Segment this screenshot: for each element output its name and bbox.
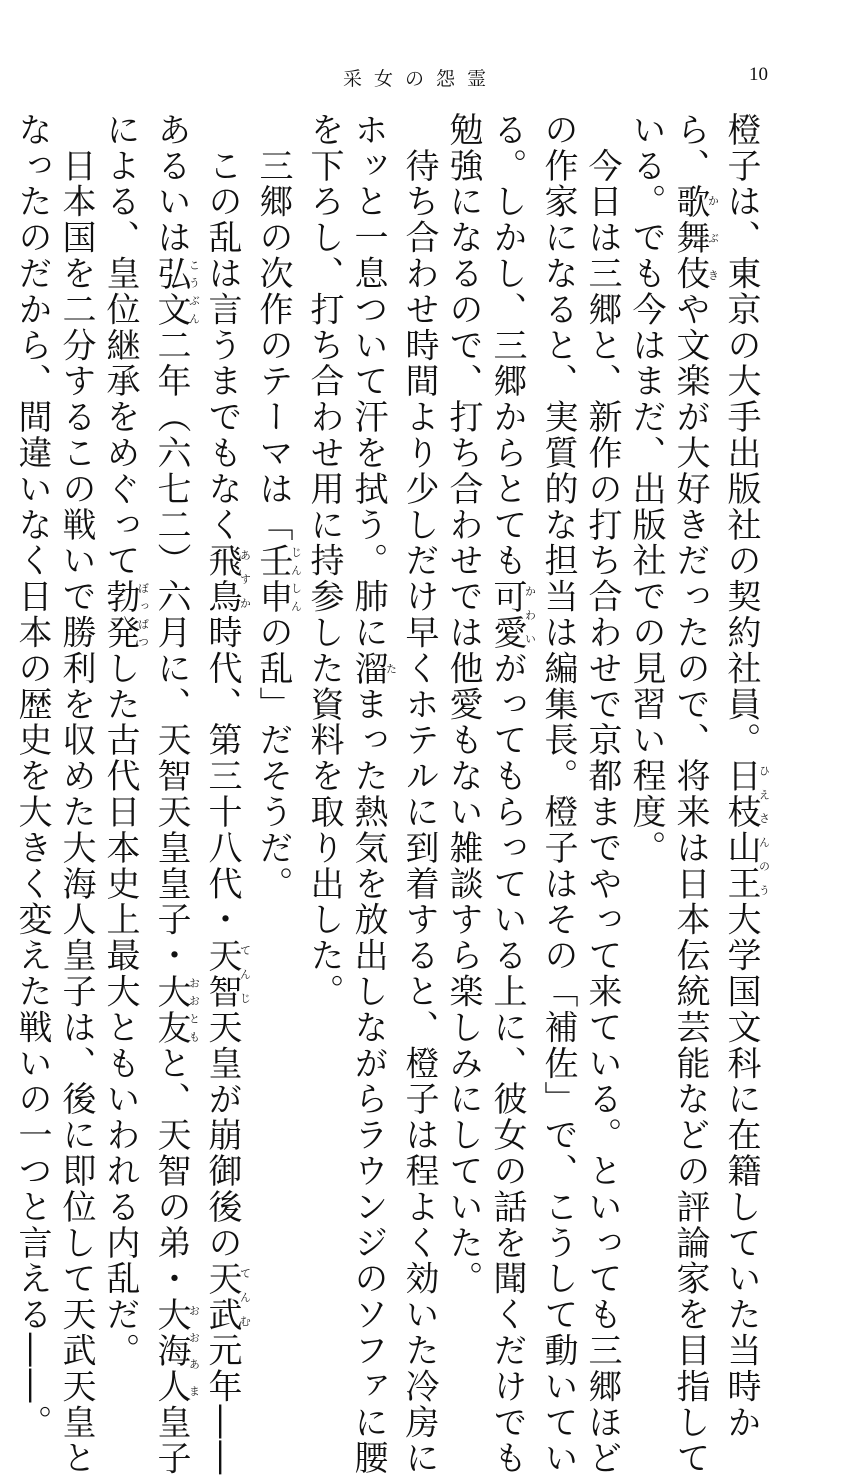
furigana-reading: おおあま bbox=[187, 1296, 201, 1405]
furigana-reading: おおとも bbox=[187, 973, 201, 1046]
text-line: 橙子は、東京の大手出版社の契約社員。日枝山王ひえさんのう大学国文科に在籍していた当時か bbox=[721, 112, 771, 1441]
furigana-ruby: 日枝山王ひえさんのう bbox=[721, 758, 771, 902]
text-line: 日本国を二分するこの戦いで勝利を収めた大海人皇子は、後に即位して天武天皇と bbox=[56, 112, 96, 1476]
text-line: による、皇位継承をめぐって勃発ぼっぱつした古代日本史上最大ともいわれる内乱だ。 bbox=[100, 112, 150, 1369]
text-line: る。しかし、三郷からとても可愛かわいがってもらっている上に、彼女の話を聞くだけでも bbox=[487, 112, 537, 1476]
furigana-reading: ひえさんのう bbox=[757, 758, 771, 902]
text-line: あるいは弘文こうぶん二年（六七二）六月に、天智天皇皇子・大友おおともと、天智の弟・大海人おおあま皇子 bbox=[151, 112, 201, 1476]
text-line: なったのだから、間違いなく日本の歴史を大きく変えた戦いの一つと言える――。 bbox=[12, 112, 52, 1441]
furigana-ruby: 歌舞伎かぶき bbox=[670, 183, 720, 292]
page-number: 10 bbox=[749, 64, 768, 85]
text-line: 三郷の次作のテーマは「壬申じんしんの乱」だそうだ。 bbox=[253, 112, 303, 902]
text-line: 今日は三郷と、新作の打ち合わせで京都までやって来ている。といっても三郷ほど bbox=[582, 112, 622, 1476]
furigana-ruby: 大友おおとも bbox=[151, 973, 201, 1046]
furigana-ruby: 弘文こうぶん bbox=[151, 255, 201, 328]
furigana-ruby: 大海人おおあま bbox=[151, 1296, 201, 1405]
text-line: 勉強になるので、打ち合わせでは他愛もない雑談すら楽しみにしていた。 bbox=[443, 112, 483, 1297]
furigana-ruby: 壬申じんしん bbox=[253, 542, 303, 615]
text-line: ら、歌舞伎かぶきや文楽が大好きだったので、将来は日本伝統芸能などの評論家を目指して bbox=[670, 112, 720, 1476]
furigana-reading: かわい bbox=[523, 578, 537, 651]
furigana-reading: かぶき bbox=[706, 183, 720, 292]
furigana-reading: てんじ bbox=[238, 937, 252, 1010]
text-line: の作家になると、実質的な担当は編集長。橙子はその「補佐」で、こうして動いてい bbox=[538, 112, 578, 1476]
furigana-ruby: 可愛かわい bbox=[487, 578, 537, 651]
furigana-ruby: 天武てんむ bbox=[202, 1260, 252, 1333]
furigana-reading: た bbox=[384, 650, 398, 687]
furigana-ruby: 勃発ぼっぱつ bbox=[100, 578, 150, 651]
text-line: この乱は言うまでもなく飛鳥あすか時代、第三十八代・天智てんじ天皇が崩御後の天武てんむ元年―― bbox=[202, 112, 252, 1476]
furigana-ruby: 飛鳥あすか bbox=[202, 542, 252, 615]
text-line: いる。でも今はまだ、出版社での見習い程度。 bbox=[626, 112, 666, 866]
body-text bbox=[12, 112, 771, 1476]
text-line: ホッと一息ついて汗を拭う。肺に溜たまった熱気を放出しながらラウンジのソファに腰 bbox=[348, 112, 398, 1476]
furigana-reading: ぼっぱつ bbox=[136, 578, 150, 651]
furigana-ruby: 溜た bbox=[348, 650, 398, 687]
furigana-reading: じんしん bbox=[289, 542, 303, 615]
furigana-ruby: 天智てんじ bbox=[202, 937, 252, 1010]
text-line: 待ち合わせ時間より少しだけ早くホテルに到着すると、橙子は程よく効いた冷房に bbox=[399, 112, 439, 1476]
furigana-reading: てんむ bbox=[238, 1260, 252, 1333]
running-title: 采女の怨霊 bbox=[342, 68, 498, 90]
furigana-reading: あすか bbox=[238, 542, 252, 615]
furigana-reading: こうぶん bbox=[187, 255, 201, 328]
text-line: を下ろし、打ち合わせ用に持参した資料を取り出した。 bbox=[304, 112, 344, 1010]
